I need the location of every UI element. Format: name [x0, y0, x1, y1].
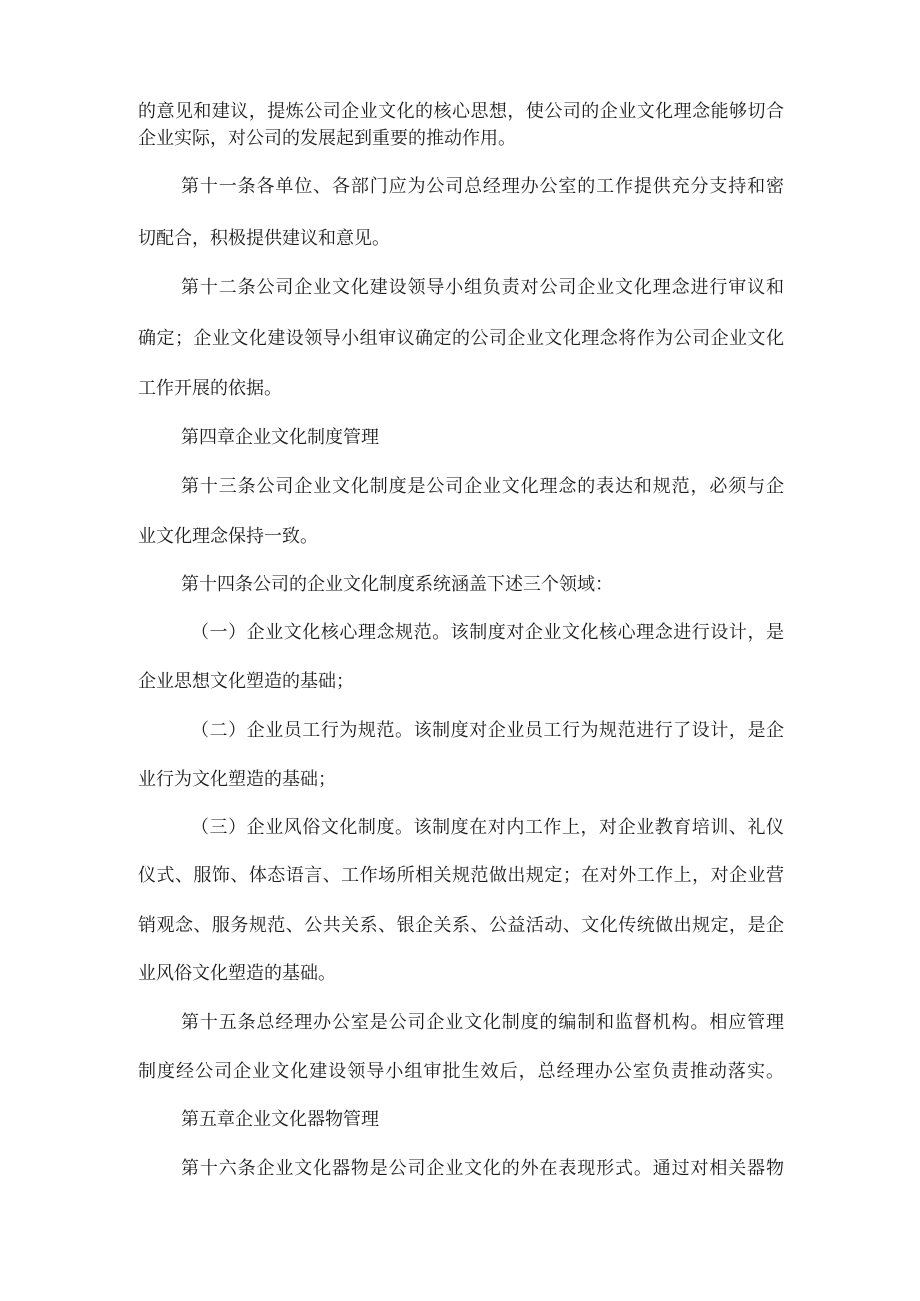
text-line: 第十一条各单位、各部门应为公司总经理办公室的工作提供充分支持和密 [181, 176, 784, 197]
text-line: 确定；企业文化建设领导小组审议确定的公司企业文化理念将作为公司企业文化 [138, 328, 784, 349]
text-line: 制度经公司企业文化建设领导小组审批生效后，总经理办公室负责推动落实。 [138, 1061, 784, 1082]
chapter-heading: 第五章企业文化器物管理 [181, 1109, 379, 1130]
text-line: 销观念、服务规范、公共关系、银企关系、公益活动、文化传统做出规定，是企 [138, 915, 784, 936]
text-line: 企业思想文化塑造的基础； [138, 671, 354, 692]
text-line: （一）企业文化核心理念规范。该制度对企业文化核心理念进行设计，是 [191, 622, 784, 643]
text-line: 企业实际，对公司的发展起到重要的推动作用。 [138, 128, 516, 149]
text-line: 业行为文化塑造的基础； [138, 769, 336, 790]
text-line: （二）企业员工行为规范。该制度对企业员工行为规范进行了设计，是企 [191, 720, 784, 741]
text-line: 工作开展的依据。 [138, 378, 282, 399]
text-line: 仪式、服饰、体态语言、工作场所相关规范做出规定；在对外工作上，对企业营 [138, 865, 784, 886]
text-line: 业风俗文化塑造的基础。 [138, 963, 336, 984]
text-line: 的意见和建议，提炼公司企业文化的核心思想，使公司的企业文化理念能够切合 [138, 101, 784, 122]
text-line: 业文化理念保持一致。 [138, 526, 318, 547]
text-line: 切配合，积极提供建议和意见。 [138, 228, 390, 249]
text-line: 第十六条企业文化器物是公司企业文化的外在表现形式。通过对相关器物 [181, 1158, 784, 1179]
text-line: （三）企业风俗文化制度。该制度在对内工作上，对企业教育培训、礼仪 [191, 817, 784, 838]
text-line: 第十五条总经理办公室是公司企业文化制度的编制和监督机构。相应管理 [181, 1012, 784, 1033]
chapter-heading: 第四章企业文化制度管理 [181, 427, 379, 448]
text-line: 第十四条公司的企业文化制度系统涵盖下述三个领域： [181, 574, 613, 595]
text-line: 第十三条公司企业文化制度是公司企业文化理念的表达和规范，必须与企 [181, 476, 784, 497]
text-line: 第十二条公司企业文化建设领导小组负责对公司企业文化理念进行审议和 [181, 277, 784, 298]
